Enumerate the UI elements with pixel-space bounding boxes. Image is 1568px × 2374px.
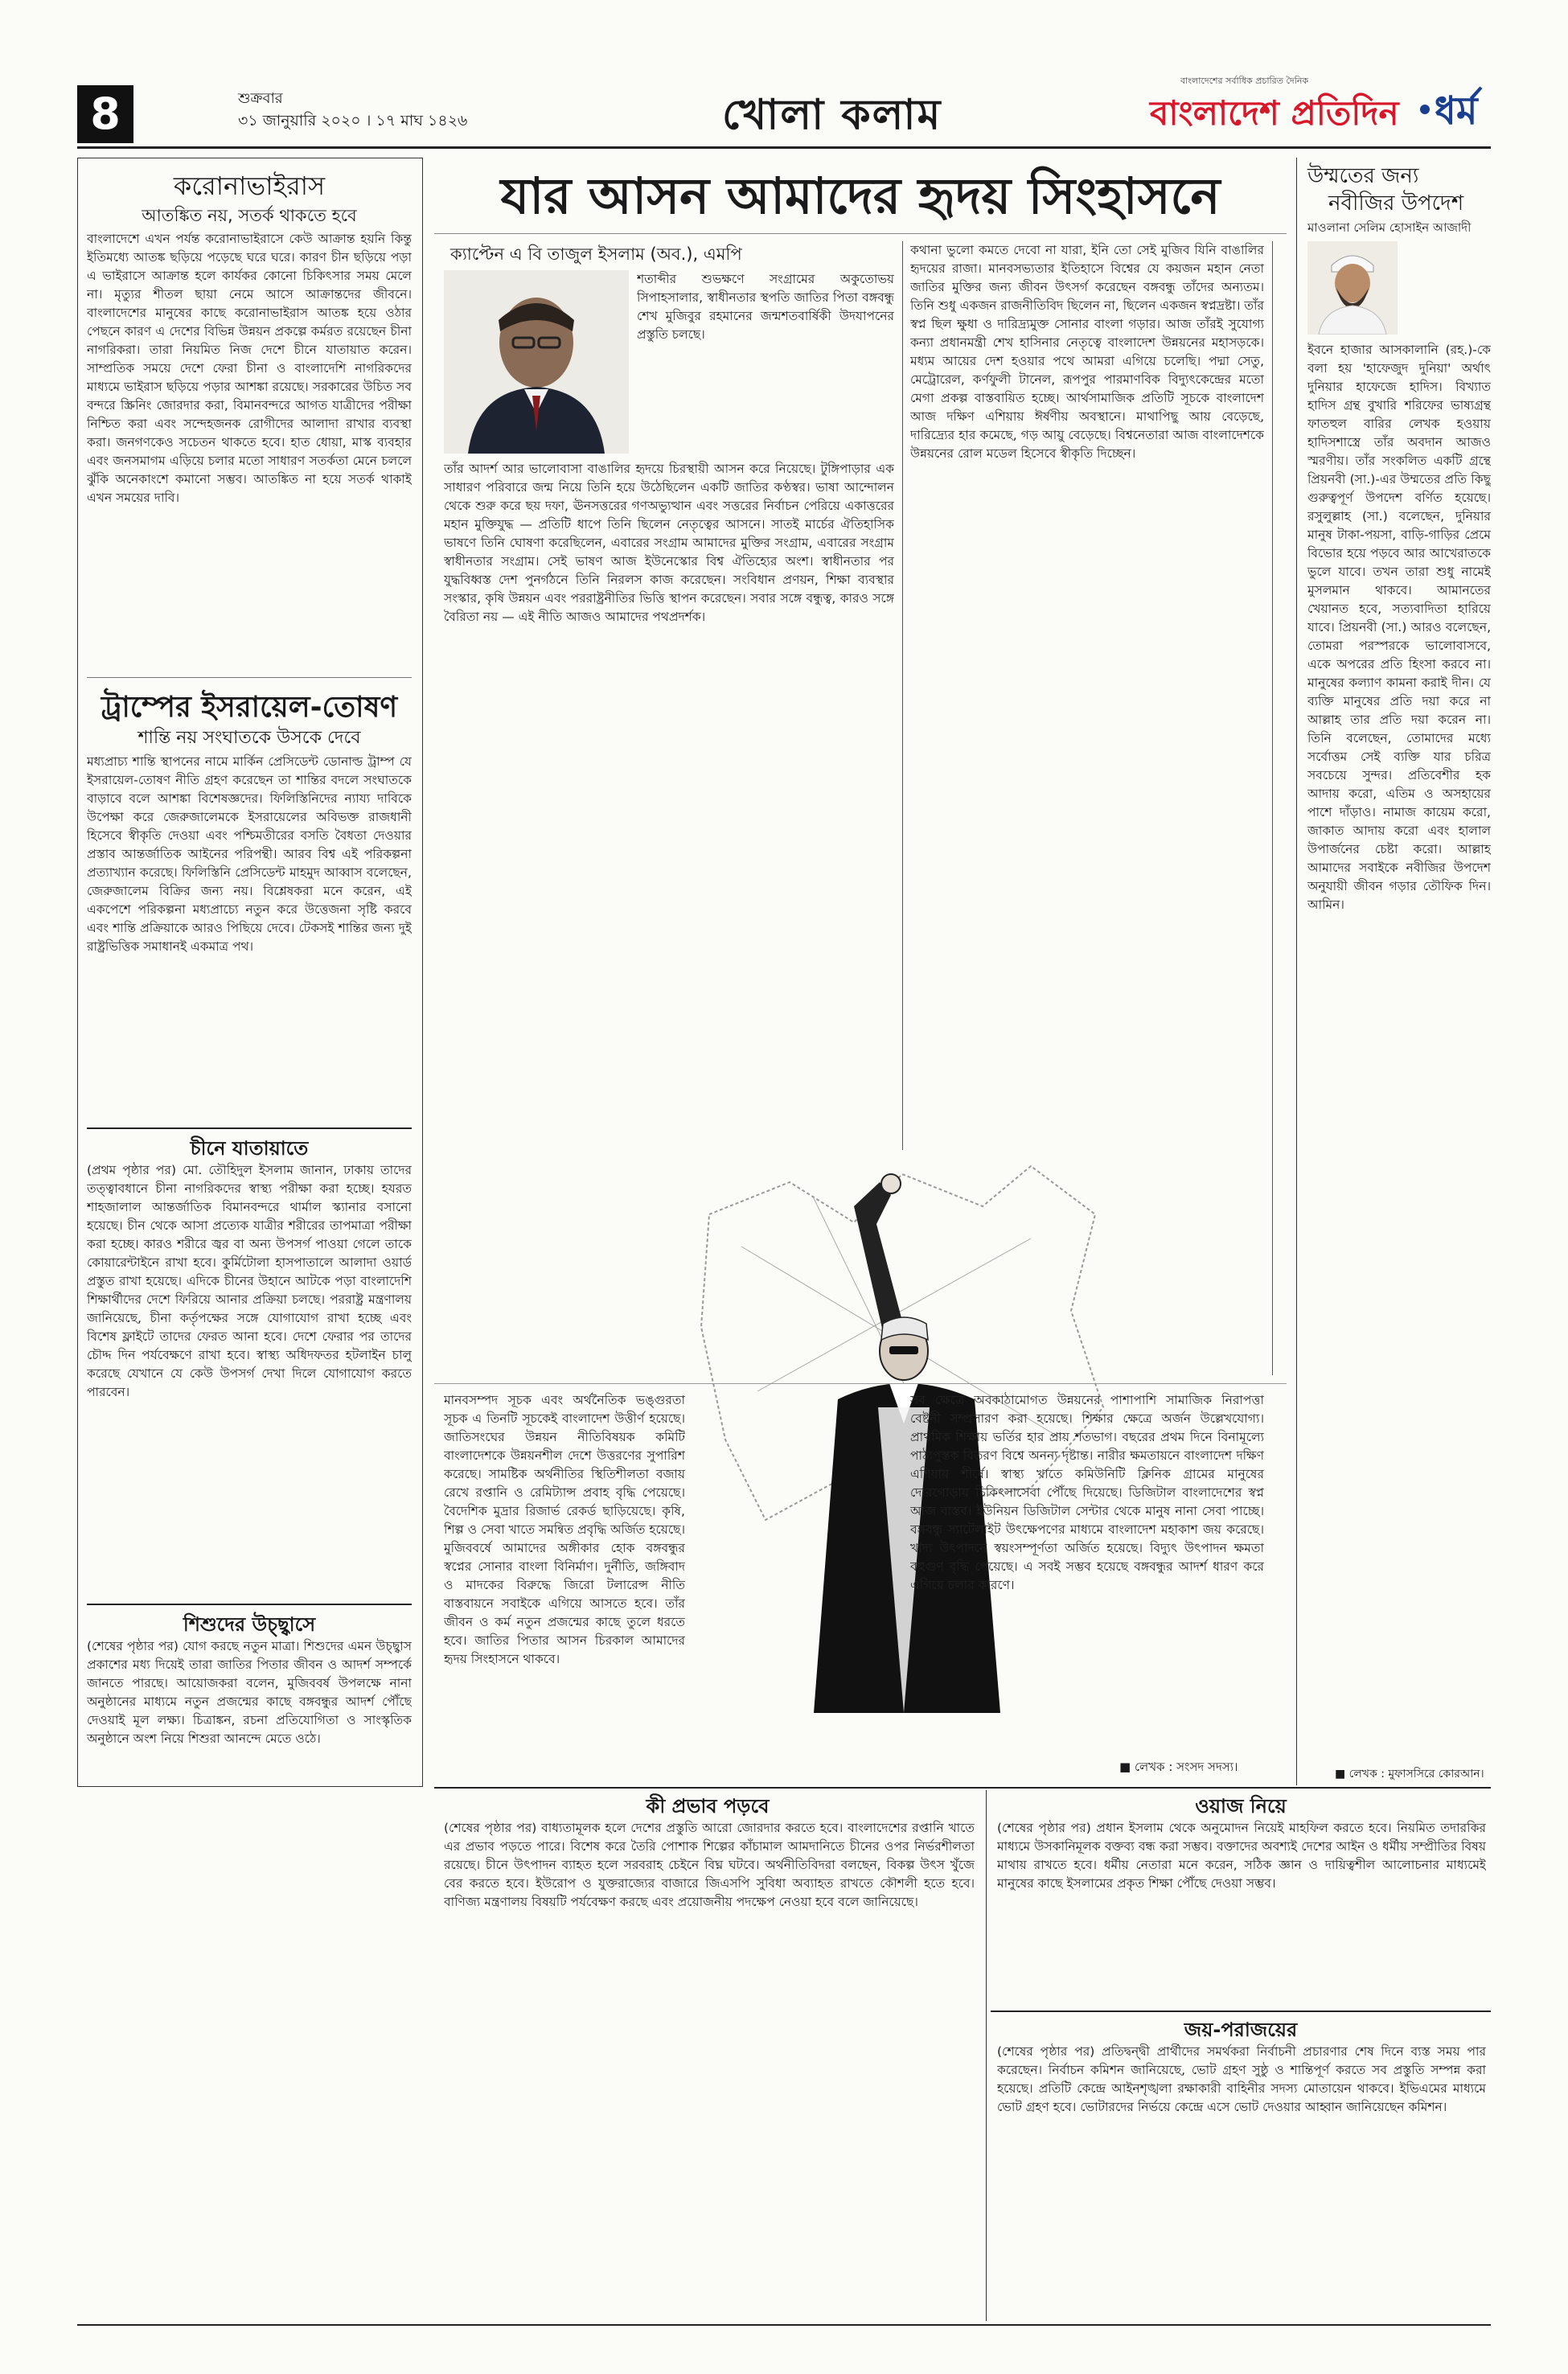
religion-title-1: উম্মতের জন্য (1307, 164, 1419, 188)
date-label: ৩১ জানুয়ারি ২০২০ । ১৭ মাঘ ১৪২৬ (238, 112, 468, 129)
bottom-top-rule (434, 1787, 1491, 1789)
editorial-subtitle-1: আতঙ্কিত নয়, সতর্ক থাকতে হবে (142, 206, 357, 225)
main-col-divider-2 (1272, 241, 1273, 1375)
children-body: (শেষের পৃষ্ঠার পর) যোগ করছে নতুন মাত্রা। শিশুদের এমন উচ্ছ্বাস প্রকাশের মধ্য দিয়েই তারা জাতির পিতার জীবন ও আদর্শ সম্পর্কে জানতে পারছে। আয়োজকরা বলেন, মুজিববর্ষ উপলক্ষে নানা অনুষ্ঠানের মাধ্যমে নতুন প্রজন্মের কাছে বঙ্গবন্ধুর আদর্শ পৌঁছে দেওয়াই মূল লক্ষ্য। চিত্রাঙ্কন, রচনা প্রতিযোগিতা ও সাংস্কৃতিক অনুষ্ঠানে অংশ নিয়ে শিশুরা আনন্দে মেতে ওঠে। (87, 1639, 412, 1746)
editorial-body-2: মধ্যপ্রাচ্য শান্তি স্থাপনের নামে মার্কিন প্রেসিডেন্ট ডোনাল্ড ট্রাম্প যে ইসরায়েল-তোষণ নীতি গ্রহণ করেছেন তা শান্তির বদলে সংঘাতকে বাড়াবে বলে আশঙ্কা বিশেষজ্ঞদের। ফিলিস্তিনিদের ন্যায্য দাবিকে উপেক্ষা করে জেরুজালেমকে ইসরায়েলের অবিভক্ত রাজধানী হিসেবে স্বীকৃতি দেওয়া এবং পশ্চিমতীরের বসতি বৈধতা দেওয়ার প্রস্তাব আন্তর্জাতিক আইনের পরিপন্থী। আরব বিশ্ব এই পরিকল্পনা প্রত্যাখ্যান করেছে। ফিলিস্তিনি প্রেসিডেন্ট মাহমুদ আব্বাস বলেছেন, জেরুজালেম বিক্রির জন্য নয়। বিশ্লেষকরা মনে করেন, এই একপেশে পরিকল্পনা মধ্যপ্রাচ্যে নতুন করে উত্তেজনা সৃষ্টি করবে এবং শান্তি প্রক্রিয়াকে আরও পিছিয়ে দেবে। টেকসই শান্তির জন্য দুই রাষ্ট্রভিত্তিক সমাধানই একমাত্র পথ। (87, 754, 412, 954)
headline-rule (434, 233, 1287, 234)
main-col2-body: কথানা ভুলো কমতে দেবো না যারা, ইনি তো সেই মুজিব যিনি বাঙালির হৃদয়ের রাজা। মানবসভ্যতার ইতিহাসে বিশ্বের যে কয়জন মহান নেতা জাতির মুক্তির জন্য জীবন উৎসর্গ করেছেন বঙ্গবন্ধু তাঁদের অন্যতম। তিনি শুধু একজন রাজনীতিবিদ ছিলেন না, ছিলেন একজন স্বপ্নদ্রষ্টা। তাঁর স্বপ্ন ছিল ক্ষুধা ও দারিদ্র্যমুক্ত সোনার বাংলা গড়ার। আজ তাঁরই সুযোগ্য কন্যা প্রধানমন্ত্রী শেখ হাসিনার নেতৃত্বে বাংলাদেশ উন্নয়নের মহাসড়কে। মধ্যম আয়ের দেশ হওয়ার পথে আমরা এগিয়ে চলেছি। পদ্মা সেতু, মেট্রোরেল, কর্ণফুলী টানেল, রূপপুর পারমাণবিক বিদ্যুৎকেন্দ্রের মতো মেগা প্রকল্প বাস্তবায়িত হচ্ছে। আর্থসামাজিক প্রতিটি সূচকে বাংলাদেশ আজ দক্ষিণ এশিয়ায় ঈর্ষণীয় অবস্থানে। মাথাপিছু আয় বেড়েছে, দারিদ্র্যের হার কমেছে, গড় আয়ু বেড়েছে। বিশ্বনেতারা আজ বাংলাদেশকে উন্নয়নের রোল মডেল হিসেবে স্বীকৃতি দিচ্ছেন। (910, 243, 1264, 461)
author-photo (444, 270, 629, 454)
byline: ক্যাপ্টেন এ বি তাজুল ইসলাম (অব.), এমপি (450, 244, 742, 264)
china-travel-title: চীনে যাতায়াতে (190, 1137, 309, 1160)
impact-body: (শেষের পৃষ্ঠার পর) বাধ্যতামূলক হলে দেশের প্রস্তুতি আরো জোরদার করতে হবে। বাংলাদেশের রপ্তানি খাতে এর প্রভাব পড়তে পারে। বিশেষ করে তৈরি পোশাক শিল্পের কাঁচামাল আমদানিতে চীনের ওপর নির্ভরশীলতা রয়েছে। চীনে উৎপাদন ব্যাহত হলে সরবরাহ চেইনে বিঘ্ন ঘটবে। অর্থনীতিবিদরা বলছেন, বিকল্প উৎস খুঁজে বের করতে হবে। ইউরোপ ও যুক্তরাজ্যের বাজারে জিএসপি সুবিধা অব্যাহত রাখতে কৌশলী হতে হবে। বাণিজ্য মন্ত্রণালয় বিষয়টি পর্যবেক্ষণ করছে এবং প্রয়োজনীয় পদক্ষেপ নেওয়া হবে বলে জানিয়েছে। (444, 1821, 975, 1909)
editorial-body-1: বাংলাদেশে এখন পর্যন্ত করোনাভাইরাসে কেউ আক্রান্ত হয়নি কিন্তু ইতিমধ্যে আতঙ্ক ছড়িয়ে পড়েছে ঘরে ঘরে। কারণ চীন ছড়িয়ে পড়া এ ভাইরাসে আক্রান্ত হলে কার্যকর কোনো চিকিৎসার সময় মেলে না। মৃত্যুর শীতল ছায়া নেমে আসে আক্রান্তদের জীবনে। বাংলাদেশের মানুষের কাছে করোনাভাইরাস আতঙ্ক হয়ে ওঠার পেছনে কারণ এ দেশের বিভিন্ন উন্নয়ন প্রকল্পে কর্মরত রয়েছেন চীনা নাগরিকরা। তারা নিয়মিত নিজ দেশে চীনে যাতায়াত করেন। সাম্প্রতিক সময়ে দেশে ফেরা চীনা ও বাংলাদেশি নাগরিকদের মাধ্যমে ভাইরাস ছড়িয়ে পড়ার আশঙ্কা রয়েছে। সরকারের উচিত সব বন্দরে স্ক্রিনিং জোরদার করা, বিমানবন্দরে আগত যাত্রীদের পরীক্ষা নিশ্চিত করা এবং সন্দেহজনক রোগীদের আলাদা রাখার ব্যবস্থা করা। জনগণকেও সচেতন থাকতে হবে। হাত ধোয়া, মাস্ক ব্যবহার এবং জনসমাগম এড়িয়ে চলার মতো সাধারণ সতর্কতা মেনে চললে ঝুঁকি অনেকাংশে কমানো সম্ভব। আতঙ্কিত না হয়ে সতর্ক থাকাই এখন সময়ের দাবি। (87, 232, 412, 505)
children-title: শিশুদের উচ্ছ্বাসে (183, 1613, 316, 1636)
logo-tagline: বাংলাদেশের সর্বাধিক প্রচারিত দৈনিক (1180, 76, 1309, 86)
right-col-divider (1296, 158, 1297, 1785)
header-rule (77, 146, 1491, 149)
editorial-subtitle-2: শান্তি নয় সংঘাতকে উসকে দেবে (138, 728, 361, 748)
victory-defeat-title: জয়-পরাজয়ের (1184, 2019, 1298, 2041)
main-col1-body: তাঁর আদর্শ আর ভালোবাসা বাঙালির হৃদয়ে চিরস্থায়ী আসন করে নিয়েছে। টুঙ্গিপাড়ার এক সাধারণ পরিবারে জন্ম নিয়ে তিনি হয়ে উঠেছিলেন একটি জাতির কণ্ঠস্বর। ভাষা আন্দোলন থেকে শুরু করে ছয় দফা, ঊনসত্তরের গণঅভ্যুত্থান এবং সত্তরের নির্বাচন পেরিয়ে একাত্তরের মহান মুক্তিযুদ্ধ — প্রতিটি ধাপে তিনি ছিলেন নেতৃত্বের আসনে। সাতই মার্চের ঐতিহাসিক ভাষণে তিনি ঘোষণা করেছিলেন, এবারের সংগ্রাম আমাদের মুক্তির সংগ্রাম, এবারের সংগ্রাম স্বাধীনতার সংগ্রাম। সেই ভাষণ আজ ইউনেস্কোর বিশ্ব ঐতিহ্যের অংশ। স্বাধীনতার পর যুদ্ধবিধ্বস্ত দেশ পুনর্গঠনে তিনি নিরলস কাজ করেছেন। সংবিধান প্রণয়ন, শিক্ষা ব্যবস্থার সংস্কার, কৃষি উন্নয়ন এবং পররাষ্ট্রনীতির ভিত্তি স্থাপন করেছেন। সবার সঙ্গে বন্ধুত্ব, কারও সঙ্গে বৈরিতা নয় — এই নীতি আজও আমাদের পথপ্রদর্শক। (444, 462, 894, 624)
main-intro: শতাব্দীর শুভক্ষণে সংগ্রামের অকুতোভয় সিপাহসালার, স্বাধীনতার স্থপতি জাতির পিতা বঙ্গবন্ধু শেখ মুজিবুর রহমানের জন্মশতবার্ষিকী উদযাপনের প্রস্তুতি চলছে। (637, 272, 894, 342)
waz-body: (শেষের পৃষ্ঠার পর) প্রধান ইসলাম থেকে অনুমোদন নিয়েই মাহফিল করতে হবে। নিয়মিত তদারকির মাধ্যমে উসকানিমূলক বক্তব্য বন্ধ করা সম্ভব। বক্তাদের অবশ্যই দেশের আইন ও ধর্মীয় সম্প্রীতির বিষয় মাথায় রাখতে হবে। ধর্মীয় নেতারা মনে করেন, সঠিক জ্ঞান ও দায়িত্বশীল আলোচনার মাধ্যমেই মানুষের কাছে ইসলামের প্রকৃত শিক্ষা পৌঁছে দেওয়া সম্ভব। (997, 1821, 1486, 1891)
religion-author-photo (1307, 241, 1398, 335)
page-number-box: 8 (77, 85, 133, 143)
religion-author: মাওলানা সেলিম হোসাইন আজাদী (1307, 220, 1472, 235)
section-title: খোলা কলাম (722, 91, 942, 139)
main-col3-text: সব ক্ষেত্রে অবকাঠামোগত উন্নয়নের পাশাপাশি সামাজিক নিরাপত্তা বেষ্টনী সম্প্রসারণ করা হয়েছে। শিক্ষার ক্ষেত্রে অর্জন উল্লেখযোগ্য। প্রাথমিক শিক্ষায় ভর্তির হার প্রায় শতভাগ। বছরের প্রথম দিনে বিনামূল্যে পাঠ্যপুস্তক বিতরণ বিশ্বে অনন্য দৃষ্টান্ত। নারীর ক্ষমতায়নে বাংলাদেশ দক্ষিণ এশিয়ায় শীর্ষে। স্বাস্থ্য খাতে কমিউনিটি ক্লিনিক গ্রামের মানুষের দোরগোড়ায় চিকিৎসাসেবা পৌঁছে দিয়েছে। ডিজিটাল বাংলাদেশের স্বপ্ন আজ বাস্তব। ইউনিয়ন ডিজিটাল সেন্টার থেকে মানুষ নানা সেবা পাচ্ছে। বঙ্গবন্ধু স্যাটেলাইট উৎক্ষেপণের মাধ্যমে বাংলাদেশ মহাকাশ জয় করেছে। খাদ্য উৎপাদনে স্বয়ংসম্পূর্ণতা অর্জিত হয়েছে। বিদ্যুৎ উৎপাদন ক্ষমতা বহুগুণ বৃদ্ধি পেয়েছে। এ সবই সম্ভব হয়েছে বঙ্গবন্ধুর আদর্শ ধারণ করে এগিয়ে চলার কারণে। (910, 1393, 1264, 1592)
newspaper-logo: বাংলাদেশ প্রতিদিন (1150, 93, 1399, 133)
main-author-note: ■ লেখক : সংসদ সদস্য। (1119, 1760, 1238, 1774)
editorial-divider-1 (87, 677, 412, 678)
page-bottom-rule (77, 2324, 1491, 2326)
bottom-col-divider (986, 1790, 987, 2321)
waz-title: ওয়াজ নিয়ে (1195, 1795, 1287, 1817)
category-dot-icon (1420, 105, 1430, 114)
religion-author-note: ■ লেখক : মুফাসসিরে কোরআন। (1335, 1768, 1484, 1780)
main-bottom-body: মানবসম্পদ সূচক এবং অর্থনৈতিক ভঙ্গুরতা সূচক এ তিনটি সূচকেই বাংলাদেশ উত্তীর্ণ হয়েছে। জাতিসংঘের উন্নয়ন নীতিবিষয়ক কমিটি বাংলাদেশকে উন্নয়নশীল দেশে উত্তরণের সুপারিশ করেছে। সামষ্টিক অর্থনীতির স্থিতিশীলতা বজায় রেখে রপ্তানি ও রেমিট্যান্স প্রবাহ বৃদ্ধি পেয়েছে। বৈদেশিক মুদ্রার রিজার্ভ রেকর্ড ছাড়িয়েছে। কৃষি, শিল্প ও সেবা খাতে সমন্বিত প্রবৃদ্ধি অর্জিত হয়েছে। মুজিববর্ষে আমাদের অঙ্গীকার হোক বঙ্গবন্ধুর স্বপ্নের সোনার বাংলা বিনির্মাণ। দুর্নীতি, জঙ্গিবাদ ও মাদকের বিরুদ্ধে জিরো টলারেন্স নীতি বাস্তবায়নে সবাইকে এগিয়ে আসতে হবে। তাঁর জীবন ও কর্ম নতুন প্রজন্মের কাছে তুলে ধরতে হবে। জাতির পিতার আসন চিরকাল আমাদের হৃদয় সিংহাসনে থাকবে। (444, 1393, 685, 1666)
category-label: ধর্ম (1435, 88, 1478, 133)
left-divider-3 (87, 1604, 412, 1605)
cleric-portrait-icon (1307, 241, 1398, 335)
day-label: শুক্রবার (238, 90, 283, 107)
editorial-title-2: ট্রাম্পের ইসরায়েল-তোষণ (101, 691, 398, 724)
editorial-title-1: করোনাভাইরাস (173, 170, 326, 201)
author-portrait-icon (444, 270, 629, 454)
impact-title: কী প্রভাব পড়বে (646, 1795, 770, 1817)
left-divider-2 (87, 1127, 412, 1129)
victory-defeat-body: (শেষের পৃষ্ঠার পর) প্রতিদ্বন্দ্বী প্রার্থীদের সমর্থকরা নির্বাচনী প্রচারণার শেষ দিনে ব্যস্ত সময় পার করেছেন। নির্বাচন কমিশন জানিয়েছে, ভোট গ্রহণ সুষ্ঠু ও শান্তিপূর্ণ করতে সব প্রস্তুতি সম্পন্ন করা হয়েছে। প্রতিটি কেন্দ্রে আইনশৃঙ্খলা রক্ষাকারী বাহিনীর সদস্য মোতায়েন থাকবে। ইভিএমের মাধ্যমে ভোট গ্রহণ হবে। ভোটারদের নির্ভয়ে কেন্দ্রে এসে ভোট দেওয়ার আহ্বান জানিয়েছেন কমিশন। (997, 2044, 1486, 2114)
main-headline: যার আসন আমাদের হৃদয় সিংহাসনে (500, 166, 1221, 225)
religion-title-2: নবীজির উপদেশ (1328, 191, 1464, 216)
bottom-right-divider (991, 2011, 1491, 2012)
main-lower-rule (434, 1383, 1287, 1384)
china-travel-body: (প্রথম পৃষ্ঠার পর) মো. তৌহিদুল ইসলাম জানান, ঢাকায় তাদের তত্ত্বাবধানে চীনা নাগরিকদের স্বাস্থ্য পরীক্ষা করা হচ্ছে। হযরত শাহজালাল আন্তর্জাতিক বিমানবন্দরে থার্মাল স্ক্যানার বসানো হয়েছে। চীন থেকে আসা প্রত্যেক যাত্রীর শরীরের তাপমাত্রা পরীক্ষা করা হচ্ছে। কারও শরীরে জ্বর বা অন্য উপসর্গ পাওয়া গেলে তাকে কোয়ারেন্টাইনে রাখা হবে। কুর্মিটোলা হাসপাতালে আলাদা ওয়ার্ড প্রস্তুত রাখা হয়েছে। এদিকে চীনের উহানে আটকে পড়া বাংলাদেশি শিক্ষার্থীদের দেশে ফিরিয়ে আনার প্রক্রিয়া চলছে। পররাষ্ট্র মন্ত্রণালয় জানিয়েছে, চীনা কর্তৃপক্ষের সঙ্গে যোগাযোগ রাখা হচ্ছে এবং বিশেষ ফ্লাইটে তাদের ফেরত আনা হবে। দেশে ফেরার পর তাদের চৌদ্দ দিন পর্যবেক্ষণে রাখা হবে। স্বাস্থ্য অধিদফতর হটলাইন চালু করেছে যেখানে যে কেউ উপসর্গ দেখা দিলে যোগাযোগ করতে পারবেন। (87, 1163, 412, 1399)
religion-body: ইবনে হাজার আসকালানি (রহ.)-কে বলা হয় 'হাফেজুদ দুনিয়া' অর্থাৎ দুনিয়ার হাফেজে হাদিস। বিখ্যাত হাদিস গ্রন্থ বুখারি শরিফের ভাষ্যগ্রন্থ ফাতহুল বারির লেখক হওয়ায় হাদিসশাস্ত্রে তাঁর অবদান আজও স্মরণীয়। তাঁর সংকলিত একটি গ্রন্থে প্রিয়নবী (সা.)-এর উম্মতের প্রতি কিছু গুরুত্বপূর্ণ উপদেশ বর্ণিত হয়েছে। রসুলুল্লাহ (সা.) বলেছেন, দুনিয়ার মানুষ টাকা-পয়সা, বাড়ি-গাড়ির প্রেমে বিভোর হয়ে পড়বে আর আখেরাতকে ভুলে যাবে। তখন তারা শুধু নামেই মুসলমান থাকবে। আমানতের খেয়ানত হবে, সত্যবাদিতা হারিয়ে যাবে। প্রিয়নবী (সা.) আরও বলেছেন, তোমরা পরস্পরকে ভালোবাসবে, একে অপরের প্রতি হিংসা করবে না। মানুষের কল্যাণ কামনা করাই দীন। যে ব্যক্তি মানুষের প্রতি দয়া করে না আল্লাহ তার প্রতি দয়া করেন না। তিনি বলেছেন, তোমাদের মধ্যে সর্বোত্তম সেই ব্যক্তি যার চরিত্র সবচেয়ে সুন্দর। প্রতিবেশীর হক আদায় করো, এতিম ও অসহায়ের পাশে দাঁড়াও। নামাজ কায়েম করো, জাকাত আদায় করো এবং হালাল উপার্জনের চেষ্টা করো। আল্লাহ আমাদের সবাইকে নবীজির উপদেশ অনুযায়ী জীবন গড়ার তৌফিক দিন। আমিন। (1307, 343, 1491, 912)
